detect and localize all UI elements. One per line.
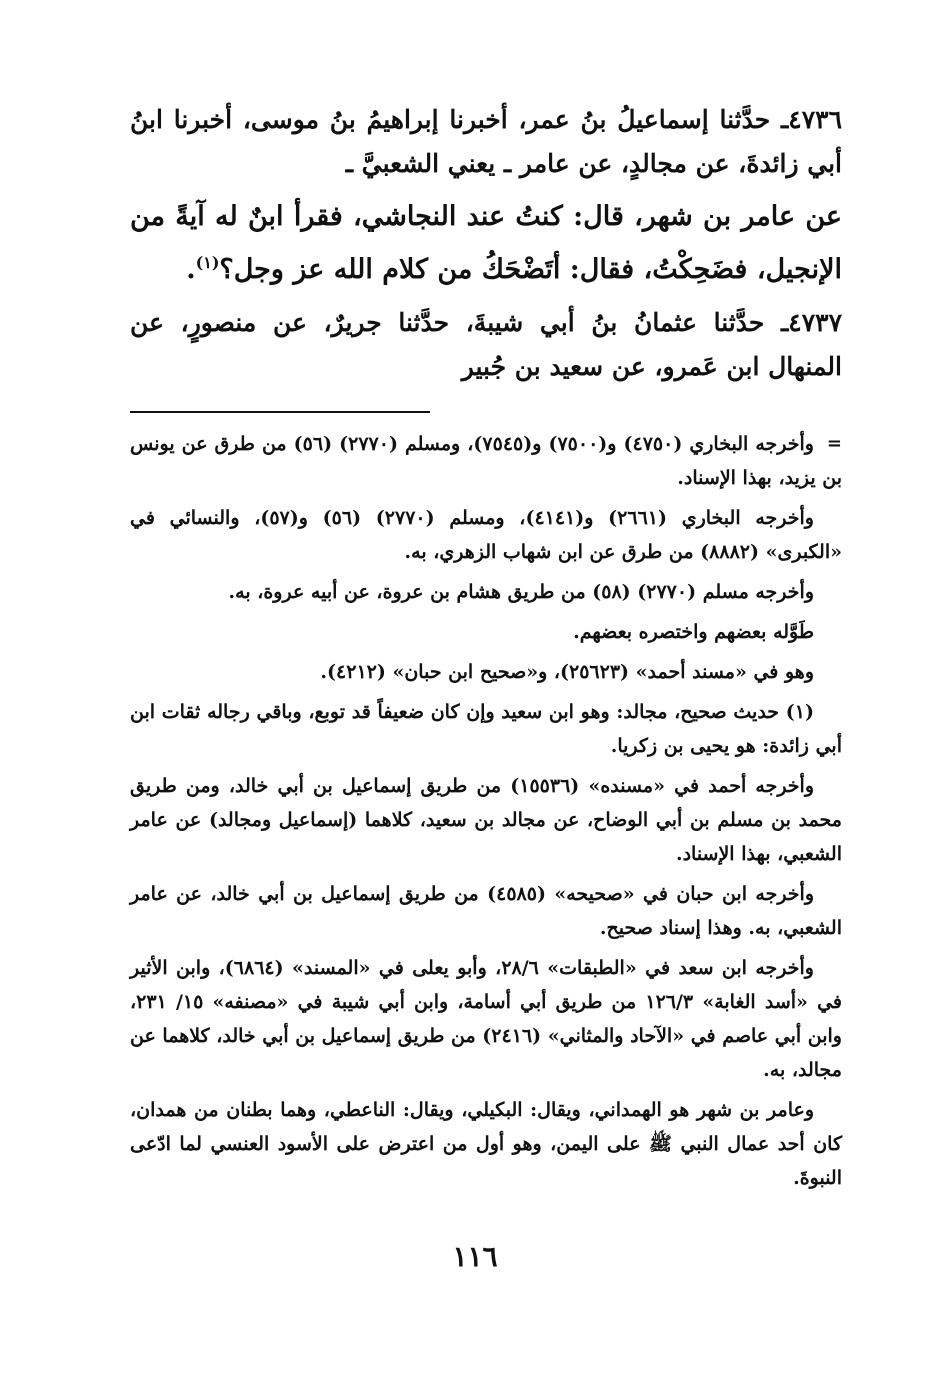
hadith-4737-isnad: ٤٧٣٧ـ حدَّثنا عثمانُ بنُ أبي شيبةَ، حدَّثنا جريرٌ، عن منصورٍ، عن المنهال ابن عَمرو، عن سعيد بن جُبير: [130, 308, 842, 381]
hadith-4736-line1: ٤٧٣٦ـ حدَّثنا إسماعيلُ بنُ عمر، أخبرنا إبراهيمُ بنُ موسى، أخبرنا ابنُ: [130, 105, 842, 134]
page-number: ١١٦: [452, 1240, 498, 1273]
hadith-4736-matn: [130, 194, 842, 293]
matn-end: .: [186, 254, 196, 285]
hadith-4736-line2: أبي زائدةَ، عن مجالدٍ، عن عامر ـ يعني الشعبيَّ ـ: [345, 149, 842, 178]
continuation-mark: =: [826, 433, 842, 454]
footnote-separator: [130, 411, 430, 413]
footnote-paragraph: وهو في «مسند أحمد» (٢٥٦٢٣)، و«صحيح ابن حبان» (٤٢١٢).: [320, 661, 814, 683]
footnote-paragraph: وأخرجه مسلم (٢٧٧٠) (٥٨) من طريق هشام بن عروة، عن أبيه عروة، به.: [228, 581, 814, 603]
footnote-1: (١) حديث صحيح، مجالد: وهو ابن سعيد وإن كان ضعيفاً قد توبع، وباقي رجاله ثقات ابن أبي زائدة: هو يحيى بن زكريا.: [130, 701, 842, 757]
footnote-paragraph: وأخرجه ابن حبان في «صحيحه» (٤٥٨٥) من طريق إسماعيل بن أبي خالد، عن عامر الشعبي، به. وهذا إسناد صحيح.: [130, 883, 842, 939]
footnote-paragraph: وأخرجه البخاري (٢٦٦١) و(٤١٤١)، ومسلم (٢٧٧٠) (٥٦) و(٥٧)، والنسائي في «الكبرى» (٨٨٨٢) من طرق عن ابن شهاب الزهري، به.: [130, 507, 842, 563]
matn-text: عن عامر بن شهر، قال: كنتُ عند النجاشي، فقرأ ابنٌ له آيةً من الإنجيل، فضَحِكْتُ، فقال: أتَضْحَكُ من كلام الله عز وجل؟: [130, 201, 842, 285]
footnote-paragraph: وعامر بن شهر هو الهمداني، ويقال: البكيلي، ويقال: الناعطي، وهما بطنان من همدان، كان أحد عمال النبي ﷺ على اليمن، وهو أول من اعترض على الأسود العنسي لما ادّعى النبوةَ.: [130, 1099, 842, 1189]
footnote-paragraph: طَوَّله بعضهم واختصره بعضهم.: [573, 621, 814, 643]
footnote-marker: (١): [195, 253, 220, 272]
hadith-4736-isnad: [130, 98, 842, 186]
footnote-paragraph: وأخرجه أحمد في «مسنده» (١٥٥٣٦) من طريق إسماعيل بن أبي خالد، ومن طريق محمد بن مسلم بن أبي الوضاح، عن مجالد بن سعيد، كلاهما (إسماعيل ومجالد) عن عامر الشعبي، بهذا الإسناد.: [130, 775, 842, 865]
footnote-paragraph: [130, 427, 842, 495]
footnote-paragraph: وأخرجه ابن سعد في «الطبقات» ٢٨/٦، وأبو يعلى في «المسند» (٦٨٦٤)، وابن الأثير في «أسد الغابة» ١٢٦/٣ من طريق أبي أسامة، وابن أبي شيبة في «مصنفه» ١٥/ ٢٣١، وابن أبي عاصم في «الآحاد والمثاني» (٢٤١٦) من طريق إسماعيل بن أبي خالد، كلاهما عن مجالد، به.: [130, 957, 843, 1081]
footnotes: [130, 427, 842, 1195]
footnote-text: وأخرجه البخاري (٤٧٥٠) و(٧٥٠٠) و(٧٥٤٥)، ومسلم (٢٧٧٠) (٥٦) من طرق عن يونس بن يزيد، بهذا الإسناد.: [130, 433, 842, 489]
